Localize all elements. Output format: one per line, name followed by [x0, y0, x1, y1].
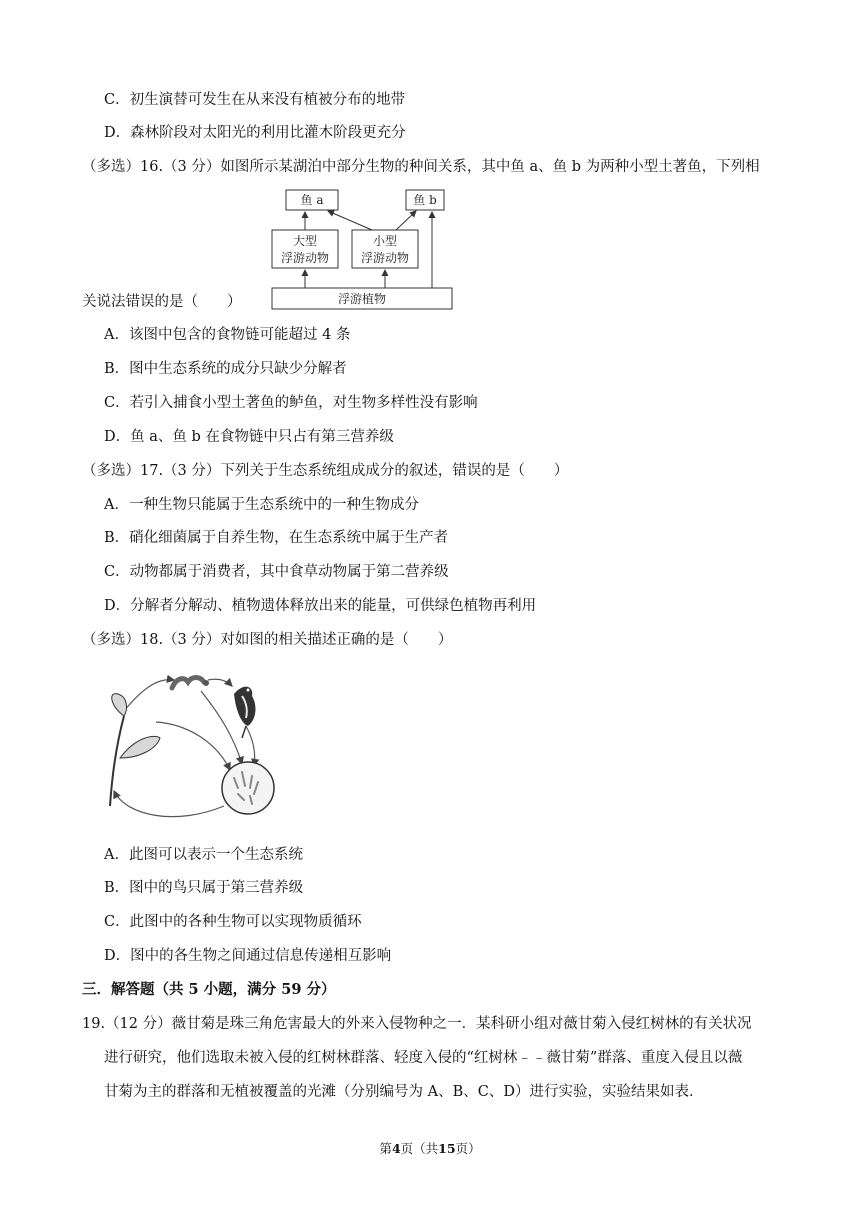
q16-option-d: D．鱼 a、鱼 b 在食物链中只占有第三营养级: [104, 429, 394, 445]
small-zooplankton-label-2: 浮游动物: [360, 251, 410, 265]
ecosystem-cycle-illustration: [96, 666, 286, 831]
arrow-decomposer-plant: [114, 791, 224, 817]
arrow-bird-decomposer: [246, 726, 255, 766]
q15-option-c: C．初生演替可发生在从来没有植被分布的地带: [104, 92, 406, 108]
page-footer: [0, 1139, 860, 1157]
q16-stem-line1: （多选）16.（3 分）如图所示某湖泊中部分生物的种间关系，其中鱼 a、鱼 b 为两种小型土著鱼，下列相: [82, 159, 760, 175]
large-zooplankton-label-1: 大型: [292, 234, 318, 248]
small-zooplankton-label-1: 小型: [372, 234, 398, 248]
large-zooplankton-label-2: 浮游动物: [280, 251, 330, 265]
q16-stem-line2: 关说法错误的是（ ）: [82, 294, 242, 310]
q19-line2: 进行研究，他们选取未被入侵的红树林群落、轻度入侵的“红树林﹣﹣薇甘菊”群落、重度入侵且以薇: [104, 1050, 743, 1066]
bird-icon: [234, 687, 255, 738]
q16-option-a: A．该图中包含的食物链可能超过 4 条: [104, 327, 351, 343]
arrow-plant-caterpillar: [124, 680, 174, 711]
fish-a-label: 鱼 a: [300, 193, 324, 207]
caterpillar-icon: [172, 678, 209, 689]
fish-b-label: 鱼 b: [413, 193, 437, 207]
section-heading: 三．解答题（共 5 小题，满分 59 分）: [82, 981, 336, 998]
footer-middle: 页（共: [400, 1141, 439, 1156]
q17-option-b: B．硝化细菌属于自养生物，在生态系统中属于生产者: [104, 530, 449, 546]
phytoplankton-label: 浮游植物: [337, 292, 387, 306]
q16-option-c: C．若引入捕食小型土著鱼的鲈鱼，对生物多样性没有影响: [104, 395, 478, 411]
q17-option-c: C．动物都属于消费者，其中食草动物属于第二营养级: [104, 564, 449, 580]
footer-page-number: 4: [391, 1141, 401, 1156]
q18-option-c: C．此图中的各种生物可以实现物质循环: [104, 914, 362, 930]
q18-option-d: D．图中的各生物之间通过信息传递相互影响: [104, 948, 392, 964]
food-web-diagram: [266, 187, 456, 312]
q15-option-d: D．森林阶段对太阳光的利用比灌木阶段更充分: [104, 125, 406, 141]
q17-option-d: D．分解者分解动、植物遗体释放出来的能量，可供绿色植物再利用: [104, 598, 537, 614]
q18-stem: （多选）18.（3 分）对如图的相关描述正确的是（ ）: [82, 632, 453, 648]
arrow-small-fishb: [396, 211, 416, 230]
arrow-plant-decomposer: [156, 722, 230, 770]
q19-line1: 19.（12 分）薇甘菊是珠三角危害最大的外来入侵物种之一．某科研小组对薇甘菊入侵红树林的有关状况: [82, 1016, 752, 1032]
decomposer-icon: [222, 762, 274, 814]
q17-option-a: A．一种生物只能属于生态系统中的一种生物成分: [104, 497, 419, 513]
footer-prefix: 第: [379, 1141, 392, 1156]
q19-line3: 甘菊为主的群落和无植被覆盖的光滩（分别编号为 A、B、C、D）进行实验，实验结果如表．: [104, 1084, 704, 1100]
footer-total-pages: 15: [438, 1141, 456, 1156]
q18-option-a: A．此图可以表示一个生态系统: [104, 847, 303, 863]
plant-icon: [110, 694, 160, 806]
q16-option-b: B．图中生态系统的成分只缺少分解者: [104, 361, 347, 377]
q18-option-b: B．图中的鸟只属于第三营养级: [104, 880, 304, 896]
arrow-caterpillar-bird: [208, 679, 232, 686]
footer-suffix: 页）: [455, 1141, 481, 1156]
arrow-small-fisha: [328, 211, 372, 230]
q17-stem: （多选）17.（3 分）下列关于生态系统组成成分的叙述，错误的是（ ）: [82, 463, 569, 479]
